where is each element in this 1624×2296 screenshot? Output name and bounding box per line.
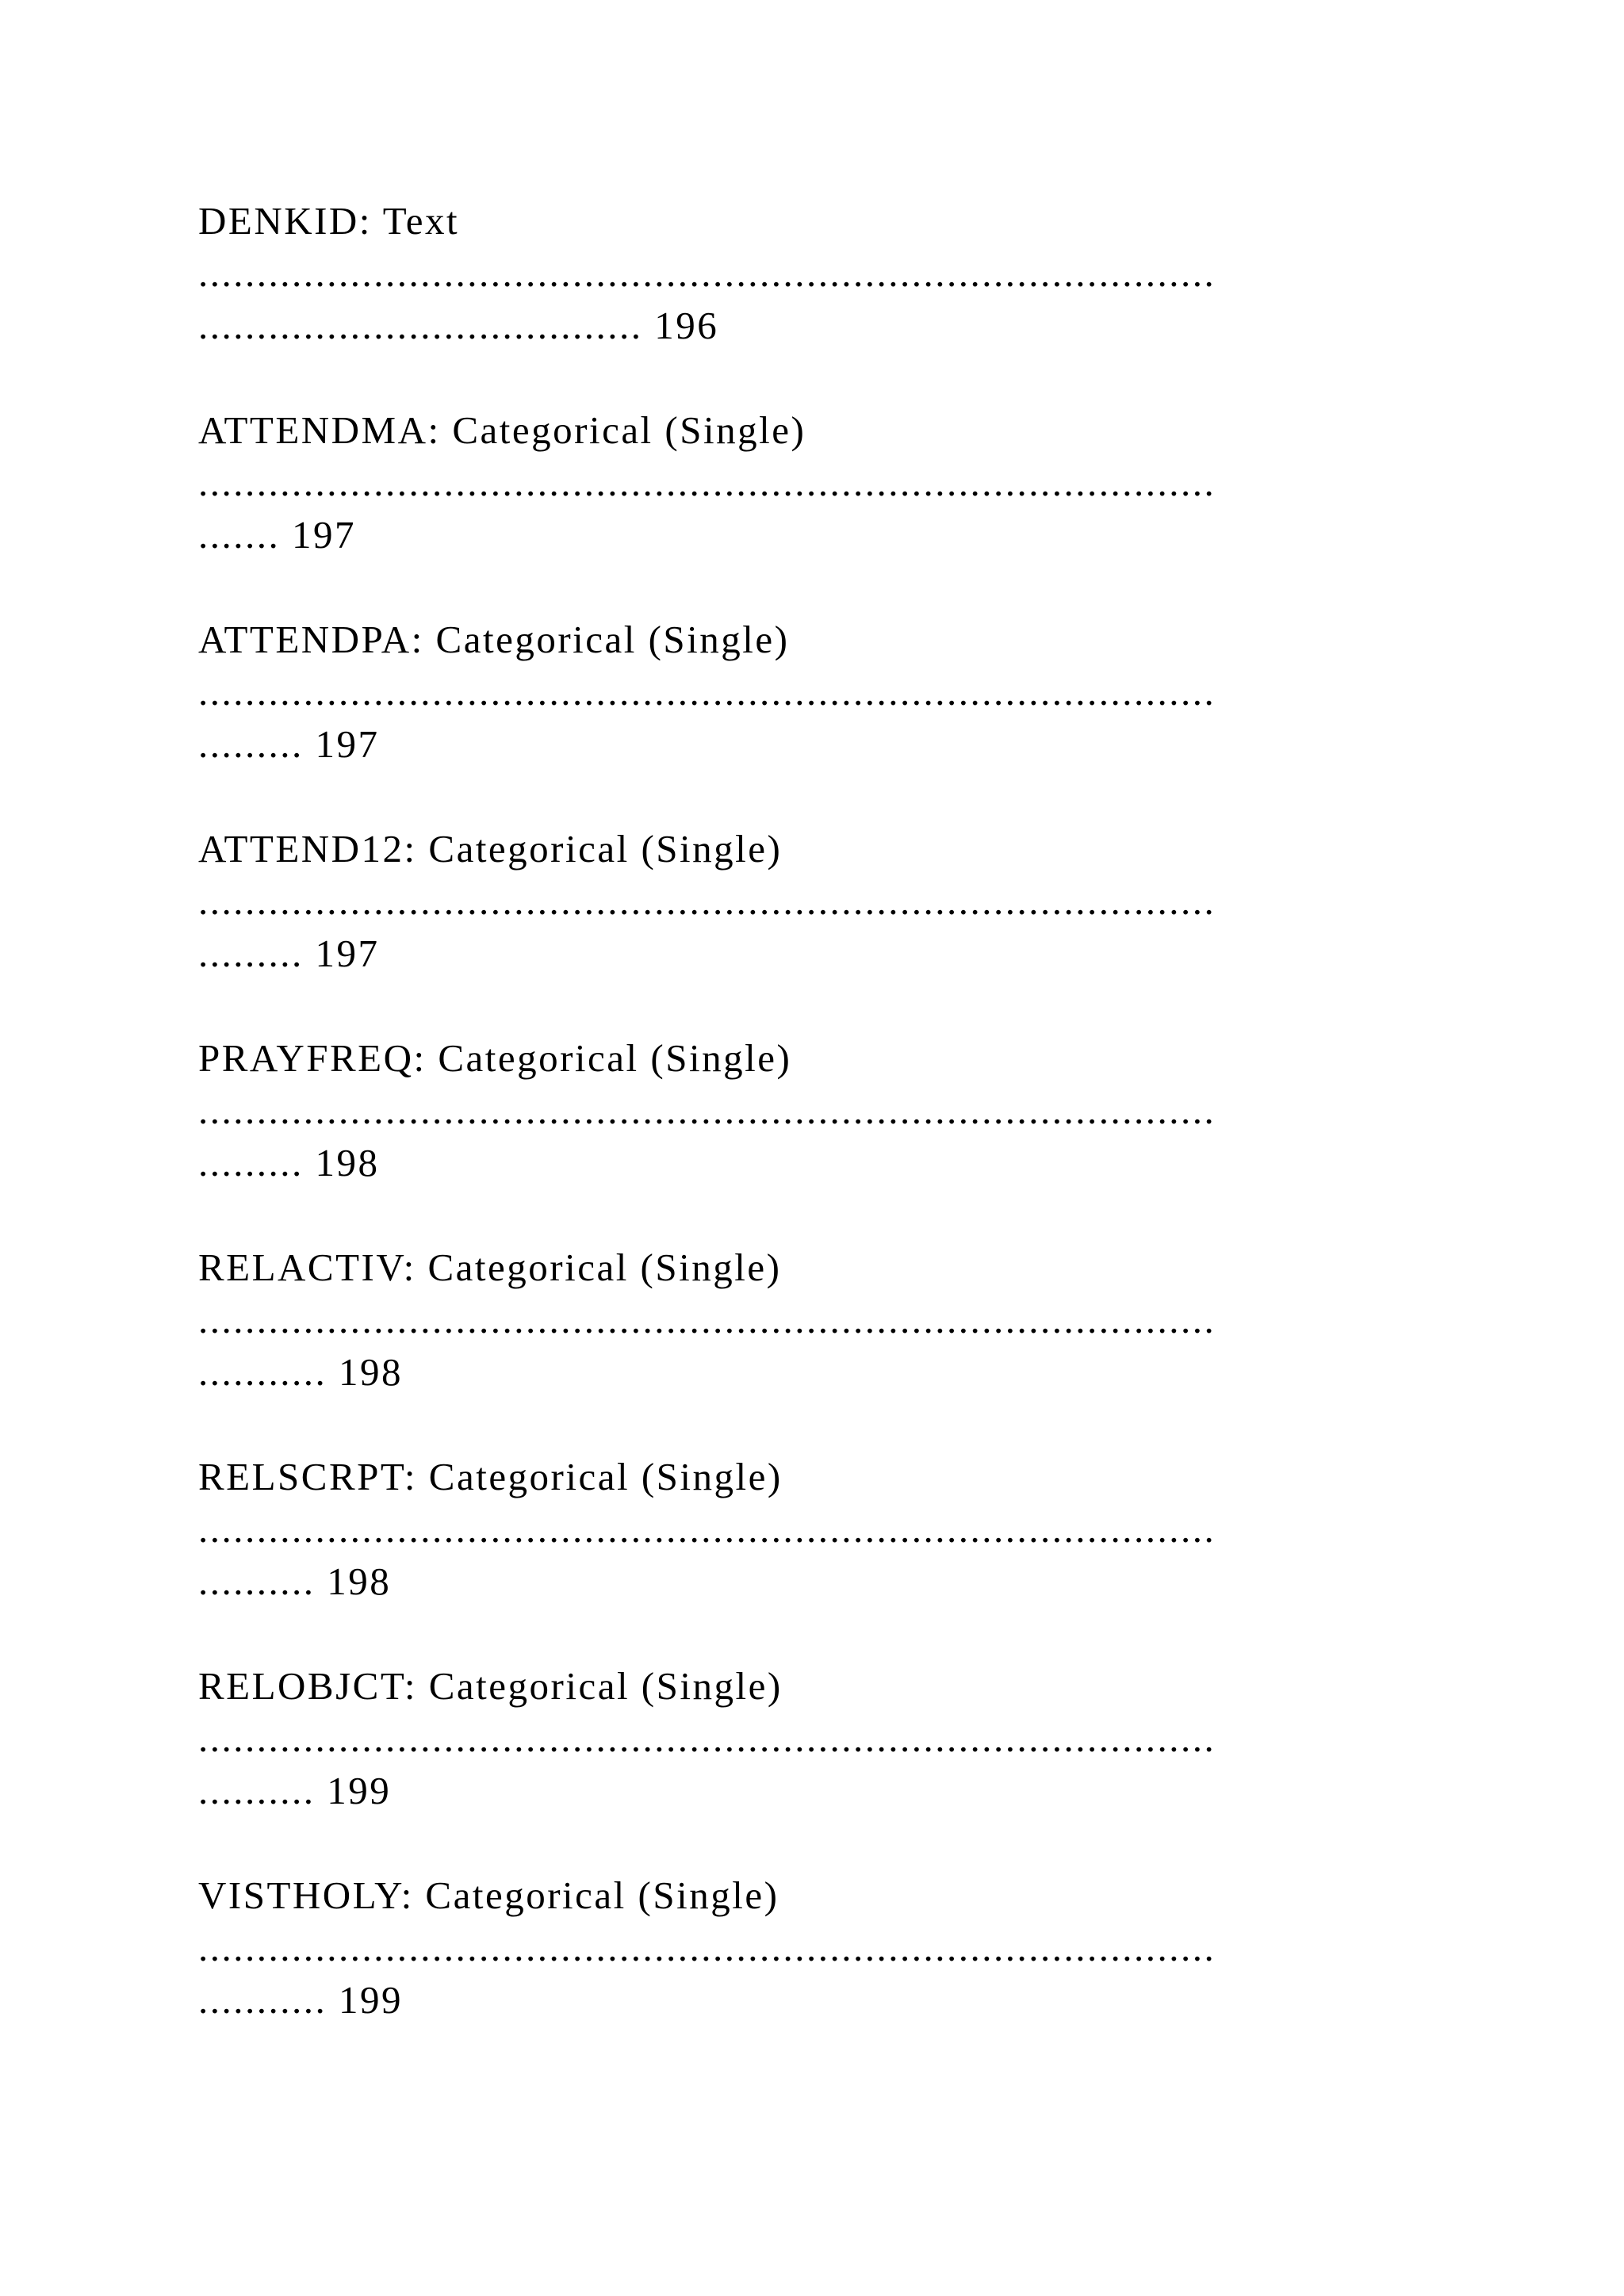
toc-entry-visTholy[interactable] <box>198 1869 1435 2079</box>
page-number: 196 <box>654 304 719 347</box>
toc-entry-relobjct[interactable] <box>198 1660 1435 1869</box>
entry-title: RELACTIV: Categorical (Single) <box>198 1246 782 1289</box>
entry-title: DENKID: Text <box>198 199 460 243</box>
toc-entry-denkid[interactable] <box>198 195 1435 404</box>
toc-entry-relscrpt[interactable] <box>198 1451 1435 1660</box>
dot-leader: ......... <box>198 1141 304 1184</box>
dot-leader-line: ....................................................................................... <box>198 670 1216 714</box>
entry-title: ATTENDMA: Categorical (Single) <box>198 408 806 452</box>
dot-leader: .......... <box>198 1559 316 1603</box>
entry-page-line <box>198 1765 1435 1817</box>
entry-title: ATTENDPA: Categorical (Single) <box>198 618 790 661</box>
page-number: 198 <box>339 1350 403 1394</box>
entry-title: RELOBJCT: Categorical (Single) <box>198 1664 783 1708</box>
entry-page-line <box>198 300 1435 352</box>
toc-entry-attendma[interactable] <box>198 404 1435 614</box>
toc-entry-attendpa[interactable] <box>198 614 1435 823</box>
page-number: 199 <box>327 1769 392 1812</box>
page-number: 197 <box>315 722 380 766</box>
entry-page-line <box>198 1137 1435 1189</box>
dot-leader-line: ....................................................................................... <box>198 1926 1216 1969</box>
dot-leader: ...................................... <box>198 304 643 347</box>
entry-title: PRAYFREQ: Categorical (Single) <box>198 1036 792 1080</box>
page-number: 199 <box>339 1978 403 2022</box>
table-of-contents <box>198 195 1435 2079</box>
dot-leader-line: ....................................................................................... <box>198 879 1216 923</box>
entry-page-line <box>198 1346 1435 1399</box>
entry-page-line <box>198 1556 1435 1608</box>
dot-leader: ......... <box>198 722 304 766</box>
entry-title: VISTHOLY: Categorical (Single) <box>198 1873 779 1917</box>
page-number: 197 <box>292 513 356 557</box>
dot-leader: ....... <box>198 513 281 557</box>
page-number: 198 <box>327 1559 392 1603</box>
dot-leader: ........... <box>198 1350 327 1394</box>
toc-entry-prayfreq[interactable] <box>198 1032 1435 1242</box>
dot-leader-line: ....................................................................................... <box>198 1507 1216 1551</box>
entry-page-line <box>198 1974 1435 2026</box>
entry-page-line <box>198 928 1435 980</box>
entry-title: RELSCRPT: Categorical (Single) <box>198 1455 783 1498</box>
dot-leader: ......... <box>198 932 304 975</box>
toc-entry-relactiv[interactable] <box>198 1242 1435 1451</box>
page-number: 197 <box>315 932 380 975</box>
dot-leader: ........... <box>198 1978 327 2022</box>
toc-entry-attend12[interactable] <box>198 823 1435 1032</box>
dot-leader-line: ....................................................................................... <box>198 461 1216 504</box>
dot-leader-line: ....................................................................................... <box>198 251 1216 295</box>
entry-title: ATTEND12: Categorical (Single) <box>198 827 783 871</box>
page-number: 198 <box>315 1141 380 1184</box>
dot-leader: .......... <box>198 1769 316 1812</box>
entry-page-line <box>198 509 1435 561</box>
entry-page-line <box>198 718 1435 771</box>
dot-leader-line: ....................................................................................... <box>198 1089 1216 1132</box>
dot-leader-line: ....................................................................................... <box>198 1716 1216 1760</box>
dot-leader-line: ....................................................................................... <box>198 1298 1216 1341</box>
